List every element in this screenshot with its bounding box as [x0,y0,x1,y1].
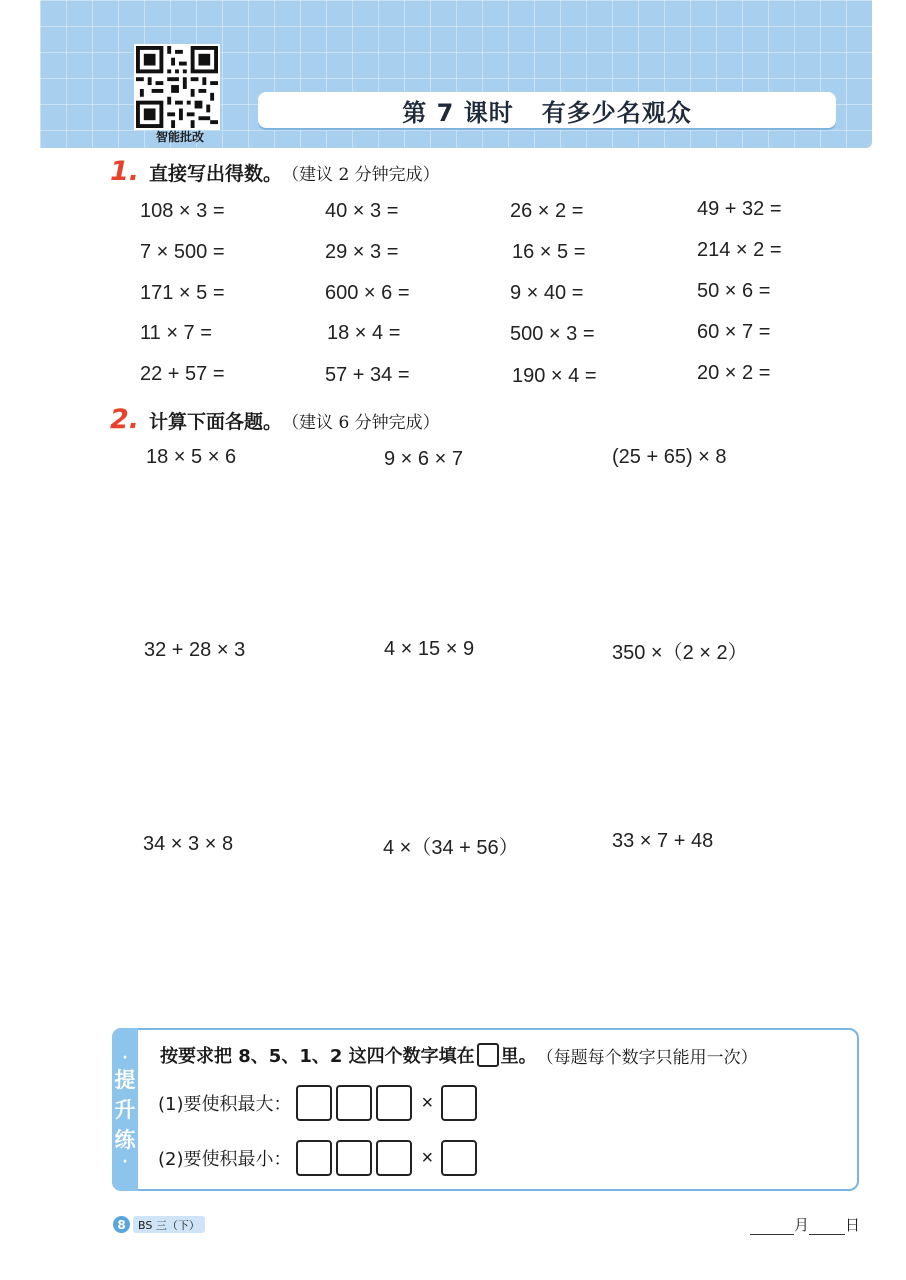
month-blank[interactable] [750,1217,794,1235]
section-2-title: 计算下面各题。 [149,411,283,433]
boost-tab-char: 提 [114,1067,136,1092]
answer-box[interactable] [376,1085,412,1121]
calc-problem: 9 × 6 × 7 [384,448,463,470]
oral-problem: 60 × 7 = [697,321,771,343]
oral-problem: 500 × 3 = [510,323,595,345]
page-number: 8 [113,1216,130,1233]
oral-problem: 214 × 2 = [697,239,782,261]
oral-problem: 20 × 2 = [697,362,771,384]
times-sign: × [421,1146,434,1169]
section-1-title: 直接写出得数。 [149,163,283,185]
oral-problem: 11 × 7 = [140,322,212,344]
sub-question-1-label: (1)要使积最大： [158,1094,292,1115]
section-1-heading [110,156,440,187]
calc-problem: 18 × 5 × 6 [146,446,237,468]
oral-problem: 171 × 5 = [140,282,225,304]
sub-question-2-label: (2)要使积最小： [158,1149,292,1170]
answer-box[interactable] [296,1085,332,1121]
oral-problem: 50 × 6 = [697,280,771,302]
oral-problem: 7 × 500 = [140,241,225,263]
sub-question-1 [158,1085,481,1121]
day-label: 日 [844,1216,860,1234]
sub-question-2 [158,1140,481,1176]
section-2-note: （建议 6 分钟完成） [282,413,440,433]
edition-label: BS 三（下） [133,1216,205,1233]
oral-problem: 22 + 57 = [140,363,225,385]
boost-question [160,1042,758,1068]
oral-problem: 190 × 4 = [512,365,597,387]
boost-question-text: 按要求把 8、5、1、2 这四个数字填在 [160,1046,475,1067]
lesson-number: 第 7 课时 [402,98,514,127]
oral-problem: 16 × 5 = [512,241,586,263]
calc-problem: 34 × 3 × 8 [143,833,234,855]
lesson-name: 有多少名观众 [541,98,692,127]
date-field [750,1214,860,1235]
boost-tab: · 提 升 练 · [112,1028,138,1191]
month-label: 月 [793,1216,809,1234]
day-blank[interactable] [809,1217,845,1235]
oral-problem: 57 + 34 = [325,364,410,386]
section-1-number: 1. [110,156,140,187]
qr-label: 智能批改 [155,130,204,144]
answer-box[interactable] [296,1140,332,1176]
calc-problem: 33 × 7 + 48 [612,830,714,852]
oral-problem: 26 × 2 = [510,200,584,222]
lesson-title [258,92,836,128]
section-2-number: 2. [110,404,140,435]
boost-tab-char: 练 [114,1127,136,1152]
answer-box[interactable] [336,1085,372,1121]
oral-problem: 108 × 3 = [140,200,225,222]
oral-problem: 40 × 3 = [325,200,399,222]
oral-problem: 18 × 4 = [327,322,401,344]
answer-box[interactable] [336,1140,372,1176]
answer-box[interactable] [441,1085,477,1121]
oral-problem: 9 × 40 = [510,282,584,304]
section-1-note: （建议 2 分钟完成） [282,165,440,185]
box-symbol [477,1043,499,1067]
calc-problem: (25 + 65) × 8 [612,446,727,468]
section-2-heading [110,404,440,435]
calc-problem: 4 × 15 × 9 [384,638,475,660]
qr-code-icon [136,46,218,128]
qr-code[interactable] [134,44,220,130]
answer-box[interactable] [441,1140,477,1176]
answer-box[interactable] [376,1140,412,1176]
oral-problem: 49 + 32 = [697,198,782,220]
calc-problem: 32 + 28 × 3 [144,639,246,661]
boost-tab-char: 升 [114,1097,136,1122]
boost-question-note: （每题每个数字只能用一次） [536,1047,758,1068]
calc-problem: 4 ×（34 + 56） [383,837,519,859]
calc-problem: 350 ×（2 × 2） [612,642,748,664]
boost-question-end: 里。 [500,1046,537,1067]
times-sign: × [421,1091,434,1114]
oral-problem: 600 × 6 = [325,282,410,304]
oral-problem: 29 × 3 = [325,241,399,263]
